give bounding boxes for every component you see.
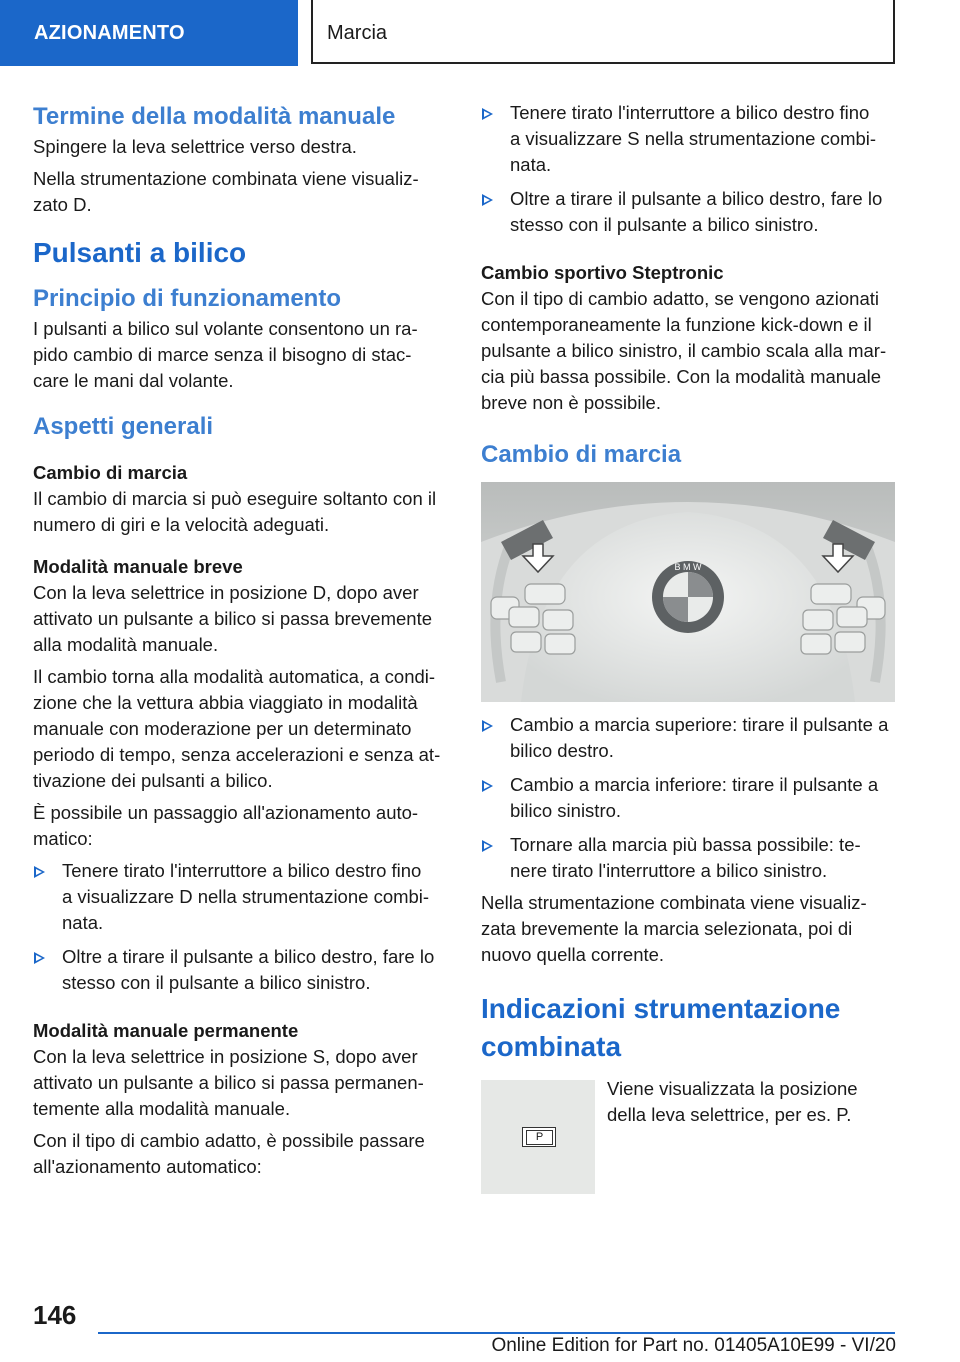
bullet-list (481, 100, 897, 238)
text: Viene visualizzata la posizione (607, 1078, 858, 1099)
text: breve non è possibile. (481, 392, 661, 413)
text: a visualizzare S nella strumentazione combi‐ (510, 128, 877, 149)
triangle-bullet-icon (34, 866, 45, 878)
text: temente alla modalità manuale. (33, 1098, 291, 1119)
text: nere tirato l'interruttore a bilico sinistro. (510, 860, 828, 881)
subheading-steptronic: Cambio sportivo Steptronic (481, 262, 724, 283)
text: Con la leva selettrice in posizione D, dopo aver (33, 582, 419, 603)
heading-pulsanti: Pulsanti a bilico (33, 237, 247, 268)
text: Con la leva selettrice in posizione S, dopo aver (33, 1046, 418, 1067)
subheading-breve: Modalità manuale breve (33, 556, 243, 577)
text: all'azionamento automatico: (33, 1156, 262, 1177)
text: stesso con il pulsante a bilico sinistro. (510, 214, 819, 235)
left-column (33, 100, 451, 1180)
page-number: 146 (33, 1300, 77, 1330)
logo-letters: B M W (674, 562, 702, 572)
text: Con il tipo di cambio adatto, se vengono azionati (481, 288, 880, 309)
text: Oltre a tirare il pulsante a bilico destro, fare lo (62, 946, 435, 967)
triangle-bullet-icon (482, 840, 493, 852)
section-tab: AZIONAMENTO (0, 0, 298, 66)
text: cia più bassa possibile. Con la modalità manuale (481, 366, 882, 387)
text: pulsante a bilico sinistro, il cambio scala alla mar‐ (481, 340, 887, 361)
triangle-bullet-icon (482, 194, 493, 206)
heading-termine: Termine della modalità manuale (33, 103, 396, 130)
text: attivato un pulsante a bilico si passa permanen‐ (33, 1072, 424, 1093)
text: zata brevemente la marcia selezionata, poi di (481, 918, 853, 939)
list-item (481, 832, 897, 884)
text: matico: (33, 828, 93, 849)
list-item (33, 944, 451, 996)
text: tivazione dei pulsanti a bilico. (33, 770, 273, 791)
text: attivato un pulsante a bilico si passa brevemente (33, 608, 433, 629)
text: Con il tipo di cambio adatto, è possibile passare (33, 1130, 425, 1151)
heading-indicazioni: Indicazioni strumentazione (481, 993, 841, 1024)
text: pido cambio di marce senza il bisogno di stac‐ (33, 344, 412, 365)
edition-text: Online Edition for Part no. 01405A10E99 - VI/20 (491, 1335, 896, 1356)
list-item (481, 712, 897, 764)
text: I pulsanti a bilico sul volante consentono un ra‐ (33, 318, 418, 339)
triangle-bullet-icon (482, 720, 493, 732)
triangle-bullet-icon (482, 780, 493, 792)
indicator-description (607, 1076, 897, 1128)
text: a visualizzare D nella strumentazione combi‐ (62, 886, 430, 907)
text: Nella strumentazione combinata viene visualiz‐ (33, 168, 419, 189)
text: care le mani dal volante. (33, 370, 234, 391)
text: Il cambio torna alla modalità automatica, a condi‐ (33, 666, 436, 687)
text: Tenere tirato l'interruttore a bilico destro fino (510, 102, 870, 123)
bullet-list (33, 858, 451, 996)
text: zato D. (33, 194, 92, 215)
subheading-permanente: Modalità manuale permanente (33, 1020, 299, 1041)
list-item (481, 772, 897, 824)
list-item (481, 100, 897, 178)
heading-aspetti: Aspetti generali (33, 413, 214, 440)
triangle-bullet-icon (34, 952, 45, 964)
text: Spingere la leva selettrice verso destra. (33, 136, 357, 157)
text: Cambio a marcia superiore: tirare il pulsante a (510, 714, 889, 735)
text: della leva selettrice, per es. P. (607, 1104, 852, 1125)
text: Cambio a marcia inferiore: tirare il pulsante a (510, 774, 879, 795)
text: Tornare alla marcia più bassa possibile: te‐ (510, 834, 861, 855)
list-item (481, 186, 897, 238)
text: bilico destro. (510, 740, 614, 761)
text: nuovo quella corrente. (481, 944, 665, 965)
subheading-cambio: Cambio di marcia (33, 462, 188, 483)
text: bilico sinistro. (510, 800, 622, 821)
text: Nella strumentazione combinata viene visualiz‐ (481, 892, 867, 913)
park-letter: P (526, 1130, 553, 1145)
text: nata. (510, 154, 552, 175)
text: Tenere tirato l'interruttore a bilico destro fino (62, 860, 422, 881)
text: zione che la vettura abbia viaggiato in modalità (33, 692, 418, 713)
triangle-bullet-icon (482, 108, 493, 120)
chapter-title: Marcia (311, 0, 895, 64)
text: manuale con moderazione per un determinato (33, 718, 412, 739)
text: numero di giri e la velocità adeguati. (33, 514, 330, 535)
text: periodo di tempo, senza accelerazioni e senza at‐ (33, 744, 441, 765)
text: stesso con il pulsante a bilico sinistro. (62, 972, 371, 993)
bullet-list (481, 712, 897, 884)
park-indicator-icon (522, 1127, 556, 1147)
right-column (481, 100, 897, 1066)
text: È possibile un passaggio all'azionamento auto‐ (33, 802, 419, 823)
heading-principio: Principio di funzionamento (33, 285, 341, 312)
steering-wheel-illustration (481, 482, 895, 702)
text: nata. (62, 912, 104, 933)
text: Oltre a tirare il pulsante a bilico destro, fare lo (510, 188, 883, 209)
gear-indicator-image (481, 1080, 595, 1194)
heading-cambio-marcia: Cambio di marcia (481, 441, 682, 468)
list-item (33, 858, 451, 936)
text: Il cambio di marcia si può eseguire soltanto con il (33, 488, 437, 509)
heading-indicazioni-2: combinata (481, 1031, 622, 1062)
text: contemporaneamente la funzione kick-down e il (481, 314, 872, 335)
text: alla modalità manuale. (33, 634, 219, 655)
